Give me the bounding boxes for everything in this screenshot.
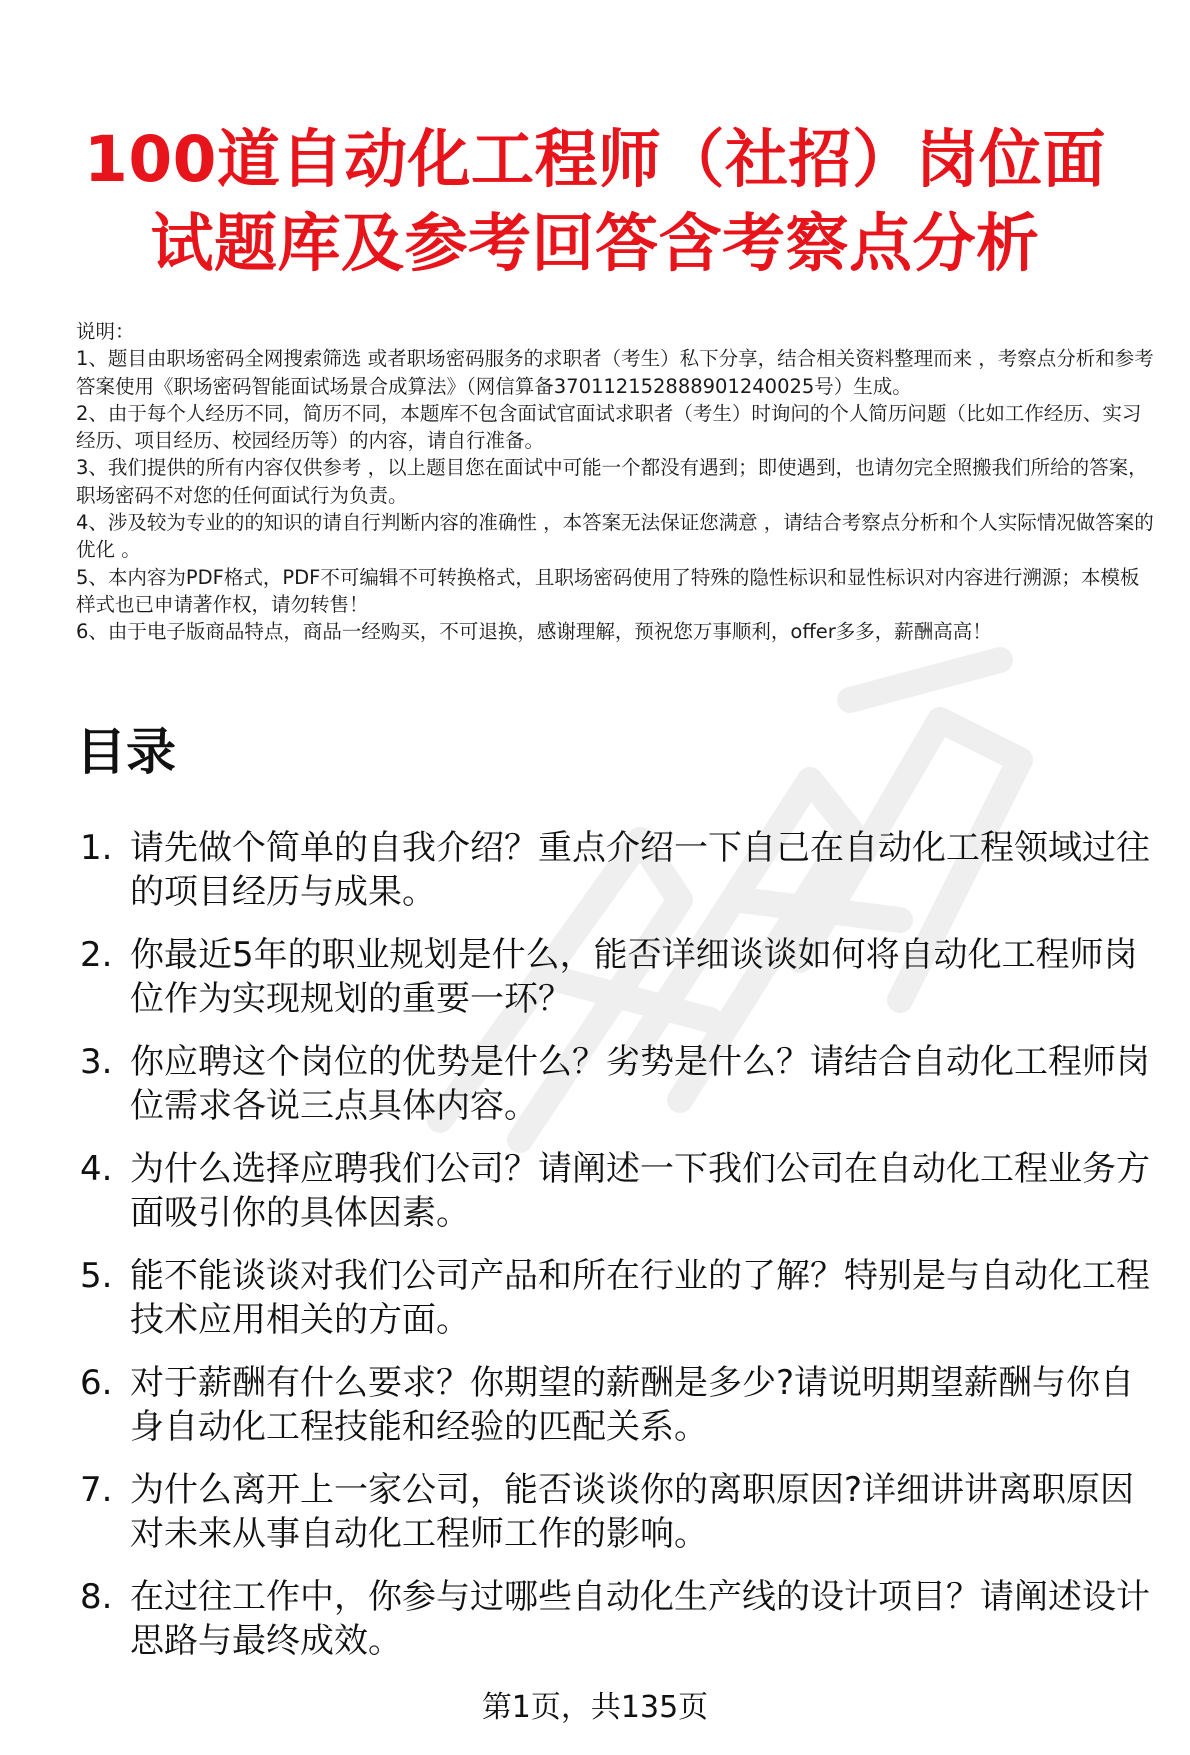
toc-item-number: 7. (80, 1470, 113, 1510)
toc-item-number: 4. (80, 1149, 113, 1189)
toc-item-text: 请先做个简单的自我介绍？重点介绍一下自己在自动化工程领域过往的项目经历与成果。 (130, 828, 1150, 912)
notes-label: 说明： (76, 320, 135, 343)
toc-item-4[interactable] (76, 1147, 1166, 1235)
toc-item-number: 8. (80, 1577, 113, 1617)
toc-item-text: 在过往工作中，你参与过哪些自动化生产线的设计项目？请阐述设计思路与最终成效。 (130, 1577, 1150, 1661)
toc-item-2[interactable] (76, 933, 1166, 1021)
toc-item-text: 为什么离开上一家公司，能否谈谈你的离职原因?详细讲讲离职原因对未来从事自动化工程师工作的影响。 (130, 1470, 1135, 1554)
page-footer: 第1页，共135页 (481, 1690, 709, 1725)
note-item-2: 2、由于每个人经历不同，简历不同，本题库不包含面试官面试求职者（考生）时询问的个人简历问题（比如工作经历、实习经历、项目经历、校园经历等）的内容，请自行准备。 (76, 401, 1142, 453)
toc-item-6[interactable] (76, 1361, 1166, 1449)
note-item-6: 6、由于电子版商品特点，商品一经购买，不可退换，感谢理解，预祝您万事顺利，offer多多，薪酬高高！ (76, 620, 992, 644)
toc-item-text: 能不能谈谈对我们公司产品和所在行业的了解？特别是与自动化工程技术应用相关的方面。 (130, 1256, 1150, 1340)
toc-item-number: 1. (80, 828, 113, 868)
note-item-5: 5、本内容为PDF格式，PDF不可编辑不可转换格式，且职场密码使用了特殊的隐性标识和显性标识对内容进行溯源；本模板样式也已申请著作权，请勿转售！ (76, 565, 1140, 616)
toc-item-number: 3. (80, 1042, 113, 1082)
toc-item-text: 你应聘这个岗位的优势是什么？劣势是什么？请结合自动化工程师岗位需求各说三点具体内容。 (130, 1042, 1150, 1126)
toc-item-1[interactable] (76, 826, 1166, 914)
note-item-3: 3、我们提供的所有内容仅供参考 ，以上题目您在面试中可能一个都没有遇到；即使遇到，也请勿完全照搬我们所给的答案，职场密码不对您的任何面试行为负责。 (76, 456, 1148, 507)
toc-item-text: 为什么选择应聘我们公司？请阐述一下我们公司在自动化工程业务方面吸引你的具体因素。 (130, 1149, 1150, 1233)
toc-item-5[interactable] (76, 1254, 1166, 1342)
toc-item-8[interactable] (76, 1575, 1166, 1663)
toc-item-number: 2. (80, 935, 113, 975)
toc-item-number: 6. (80, 1363, 113, 1403)
toc-item-text: 对于薪酬有什么要求？你期望的薪酬是多少?请说明期望薪酬与你自身自动化工程技能和经验的匹配关系。 (130, 1363, 1135, 1447)
document-title (60, 118, 1130, 286)
toc-list (76, 826, 1166, 1682)
toc-item-7[interactable] (76, 1468, 1166, 1556)
title-line-1: 100道自动化工程师（社招）岗位面 (83, 123, 1106, 196)
note-item-4: 4、涉及较为专业的的知识的请自行判断内容的准确性 ，本答案无法保证您满意 ，请结合考察点分析和个人实际情况做答案的优化 。 (76, 511, 1154, 562)
toc-heading: 目录 (76, 723, 176, 781)
note-item-1: 1、题目由职场密码全网搜索筛选 或者职场密码服务的求职者（考生）私下分享，结合相关资料整理而来 ，考察点分析和参考答案使用《职场密码智能面试场景合成算法》（网信算备370112152888901240025号）生成。 (76, 347, 1154, 398)
notes-section (76, 318, 1156, 646)
toc-item-text: 你最近5年的职业规划是什么，能否详细谈谈如何将自动化工程师岗位作为实现规划的重要一环？ (130, 935, 1138, 1019)
title-line-2: 试题库及参考回答含考察点分析 (150, 207, 1040, 280)
toc-item-3[interactable] (76, 1040, 1166, 1128)
toc-item-number: 5. (80, 1256, 113, 1296)
